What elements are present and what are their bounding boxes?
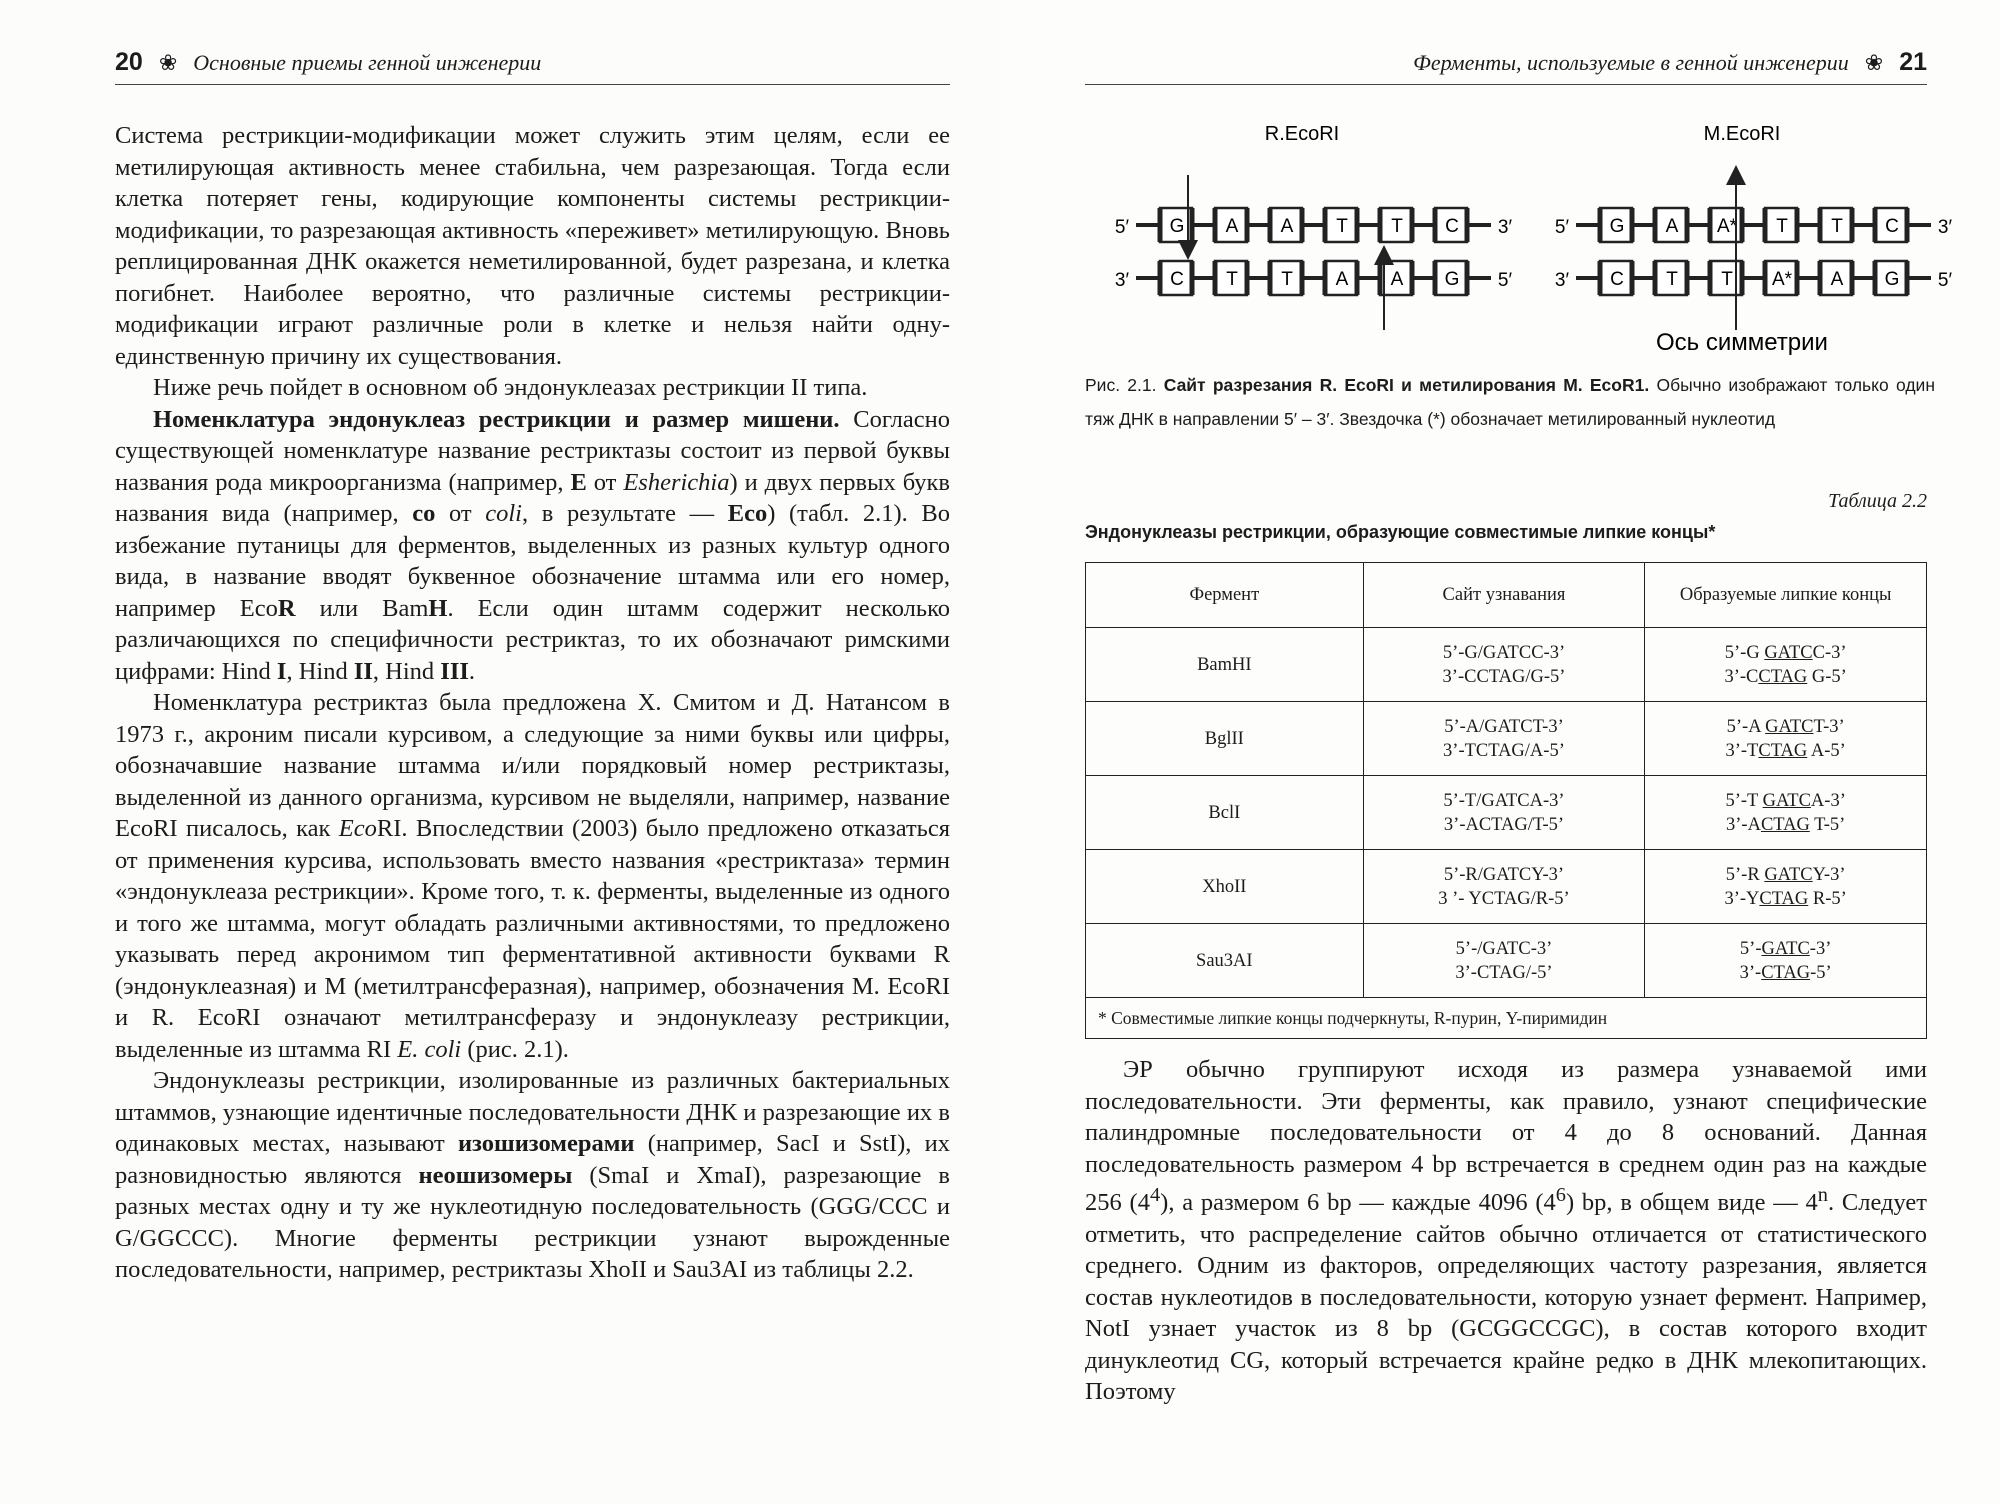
strand-end-label: 5′ bbox=[1114, 217, 1130, 238]
right-running-title: Ферменты, используемые в генной инженерии bbox=[1413, 50, 1849, 75]
sticky-ends: 5’-G GATCC-3’ 3’-CCTAG G-5’ bbox=[1645, 628, 1927, 702]
nucleotide-letter: A bbox=[1335, 269, 1349, 290]
nucleotide-letter: C bbox=[1445, 216, 1459, 237]
nucleotide-letter: A bbox=[1830, 269, 1844, 290]
m-ecori-label: M.EcoRI bbox=[1703, 123, 1781, 145]
nucleotide-letter: T bbox=[1721, 269, 1733, 290]
left-running-header bbox=[115, 48, 541, 77]
paragraph-nomenclature: Номенклатура эндонуклеаз рестрикции и размер мишени. Согласно существующей номенклатуре название рестриктазы состоит из первой буквы названия рода микроорганизма (например, E от Esherichia) и двух первых букв названия вида (например, co от coli, в результате — Eco) (табл. 2.1). Во избежание путаницы для ферментов, выделенных из разных культур одного вида, в название вводят буквенное обозначение штамма или его номер, например EcoR или BamH. Если один штамм содержит несколько различающихся по специфичности рестриктаз, то их обозначают римскими цифрами: Hind I, Hind II, Hind III. bbox=[115, 405, 951, 685]
paragraph: Ниже речь пойдет в основном об эндонуклеазах рестрикции II типа. bbox=[153, 374, 868, 401]
paragraph-nomenclature-history: Номенклатура рестриктаз была предложена Х. Смитом и Д. Натансом в 1973 г., акроним писали курсивом, а следующие за ними буквы или цифры, обозначавшие название штамма и/или порядковый номер рестриктазы, выделенной из данного организма, курсивом не выделяли, например, название EcoRI писалось, как EcoRI. Впоследствии (2003) было предложено отказаться от применения курсива, использовать вместо названия «рестриктаза» термин «эндонуклеаза рестрикции». Кроме того, т. к. ферменты, выделенные из одного и того же штамма, могут обладать различными активностями, то предложено указывать перед акронимом тип ферментативной активности буквами R (эндонуклеазная) и M (метилтрансферазная), например, обозначения M. EcoRI и R. EcoRI означают метилтрансферазу и эндонуклеазу рестрикции, выделенные из штамма RI E. coli (рис. 2.1). bbox=[115, 689, 950, 1063]
recognition-site: 5’-A/GATCT-3’ 3’-TCTAG/A-5’ bbox=[1363, 702, 1645, 776]
recognition-site: 5’-T/GATCA-3’ 3’-ACTAG/T-5’ bbox=[1363, 776, 1645, 850]
enzyme-name: BamHI bbox=[1086, 628, 1364, 702]
table-header-row bbox=[1086, 563, 1927, 628]
nucleotide-letter: T bbox=[1391, 216, 1403, 237]
nucleotide-letter: T bbox=[1281, 269, 1293, 290]
header-site: Сайт узнавания bbox=[1363, 563, 1645, 628]
header-enzyme: Фермент bbox=[1086, 563, 1364, 628]
strand-end-label: 5′ bbox=[1554, 217, 1570, 238]
strand-end-label: 3′ bbox=[1114, 270, 1130, 291]
paragraph-site-size: ЭР обычно группируют исходя из размера узнаваемой ими последовательности. Эти ферменты, как правило, узнают специфические палиндромные последовательности от 4 до 8 оснований. Данная последовательность размером 4 bp встречается в среднем один раз на каждые 256 $(4^4)$, а размером 6 bp — каждые 4096 $(4^6)$ bp, в общем виде — 4$^n$. Следует отметить, что распределение сайтов обычно отличается от статистического среднего. Одним из факторов, определяющих частоту разрезания, является состав нуклеотидов в последовательности, которую узнает фермент. Например, NotI узнает участок из 8 bp (GCGGCCGC), в состав которого входит динуклеотид CG, который встречается крайне редко в ДНК млекопитающих. Поэтому bbox=[1085, 1056, 1927, 1406]
strand-end-label: 3′ bbox=[1554, 270, 1570, 291]
table-row bbox=[1086, 628, 1927, 702]
strand-end-label: 3′ bbox=[1497, 217, 1513, 238]
left-page-number: 20 bbox=[115, 48, 143, 76]
nucleotide-letter: T bbox=[1831, 216, 1843, 237]
recognition-site: 5’-G/GATCC-3’ 3’-CCTAG/G-5’ bbox=[1363, 628, 1645, 702]
flower-ornament-icon: ❀ bbox=[158, 50, 178, 75]
symmetry-axis-label: Ось симметрии bbox=[1656, 329, 1828, 356]
right-body-text bbox=[1085, 1054, 1927, 1408]
nucleotide-letter: T bbox=[1666, 269, 1678, 290]
flower-ornament-icon: ❀ bbox=[1864, 50, 1884, 75]
strand-end-label: 5′ bbox=[1937, 270, 1953, 291]
sticky-ends: 5’-GATC-3’ 3’-CTAG-5’ bbox=[1645, 924, 1927, 998]
right-page bbox=[1000, 0, 2000, 1504]
nucleotide-letter: A bbox=[1225, 216, 1239, 237]
nucleotide-letter: G bbox=[1169, 216, 1185, 237]
nucleotide-letter: G bbox=[1444, 269, 1460, 290]
left-body-text bbox=[115, 120, 950, 1286]
table-footnote-row bbox=[1086, 998, 1927, 1039]
left-running-title: Основные приемы генной инженерии bbox=[193, 50, 542, 75]
header-ends: Образуемые липкие концы bbox=[1645, 563, 1927, 628]
nucleotide-letter: A* bbox=[1771, 269, 1793, 290]
nucleotide-letter: T bbox=[1336, 216, 1348, 237]
paragraph-isoschizomers: Эндонуклеазы рестрикции, изолированные из различных бактериальных штаммов, узнающие идентичные последовательности ДНК и разрезающие их в одинаковых местах, называют изошизомерами (например, SacI и SstI), их разновидностью являются неошизомеры (SmaI и XmaI), разрезающие в разных местах одну и ту же нуклеотидную последовательность (GGG/CCC и G/GGCCC). Многие ферменты рестрикции узнают вырожденные последовательности, например, рестриктазы XhoII и Sau3AI из таблицы 2.2. bbox=[115, 1067, 950, 1283]
r-ecori-label: R.EcoRI bbox=[1264, 123, 1340, 145]
enzyme-name: BclI bbox=[1086, 776, 1364, 850]
enzyme-name: XhoII bbox=[1086, 850, 1364, 924]
nucleotide-letter: G bbox=[1884, 269, 1900, 290]
table-row bbox=[1086, 776, 1927, 850]
recognition-site: 5’-/GATC-3’ 3’-CTAG/-5’ bbox=[1363, 924, 1645, 998]
sticky-ends: 5’-A GATCT-3’ 3’-TCTAG A-5’ bbox=[1645, 702, 1927, 776]
nucleotide-letter: A bbox=[1390, 269, 1404, 290]
nomenclature-heading: Номенклатура эндонуклеаз рестрикции и размер мишени. bbox=[153, 405, 840, 433]
enzyme-name: BglII bbox=[1086, 702, 1364, 776]
enzymes-table bbox=[1085, 562, 1927, 1039]
table-row bbox=[1086, 924, 1927, 998]
strand-end-label: 5′ bbox=[1497, 270, 1513, 291]
table-row bbox=[1086, 702, 1927, 776]
nucleotide-letter: T bbox=[1776, 216, 1788, 237]
enzyme-name: Sau3AI bbox=[1086, 924, 1364, 998]
sticky-ends: 5’-T GATCA-3’ 3’-ACTAG T-5’ bbox=[1645, 776, 1927, 850]
nucleotide-letter: C bbox=[1885, 216, 1899, 237]
sticky-ends: 5’-R GATCY-3’ 3’-YCTAG R-5’ bbox=[1645, 850, 1927, 924]
ecori-site-figure bbox=[1000, 0, 2000, 370]
nucleotide-letter: T bbox=[1226, 269, 1238, 290]
left-header-rule bbox=[115, 84, 950, 85]
table-number: Таблица 2.2 bbox=[1828, 490, 1927, 512]
dna-diagram bbox=[1115, 175, 1953, 330]
nucleotide-letter: G bbox=[1609, 216, 1625, 237]
nucleotide-letter: A* bbox=[1716, 216, 1738, 237]
table-row bbox=[1086, 850, 1927, 924]
right-page-number: 21 bbox=[1899, 48, 1927, 76]
recognition-site: 5’-R/GATCY-3’ 3 ’- YCTAG/R-5’ bbox=[1363, 850, 1645, 924]
nucleotide-letter: A bbox=[1665, 216, 1679, 237]
figure-caption: Рис. 2.1. Сайт разрезания R. EcoRI и метилирования M. EcoR1. Обычно изображают только один тяж ДНК в направлении 5′ – 3′. Звездочка (*) обозначает метилированный нуклеотид bbox=[1085, 375, 1935, 429]
paragraph: Система рестрикции-модификации может служить этим целям, если ее метилирующая активность менее стабильна, чем разрезающая. Тогда если клетка потеряет гены, кодирующие компоненты системы рестрикции-модификации, то разрезающая активность «переживет» метилирующую. Вновь реплицированная ДНК окажется неметилированной, будет разрезана, и клетка погибнет. Наиболее вероятно, что различные системы рестрикции-модификации играют различные роли в клетке и нельзя найти одну-единственную причину их существования. bbox=[115, 122, 950, 370]
nucleotide-letter: C bbox=[1170, 269, 1184, 290]
table-footnote: * Совместимые липкие концы подчеркнуты, R-пурин, Y-пиримидин bbox=[1086, 998, 1927, 1039]
table-title: Эндонуклеазы рестрикции, образующие совместимые липкие концы* bbox=[1085, 522, 1716, 542]
nucleotide-letter: C bbox=[1610, 269, 1624, 290]
strand-end-label: 3′ bbox=[1937, 217, 1953, 238]
nucleotide-letter: A bbox=[1280, 216, 1294, 237]
